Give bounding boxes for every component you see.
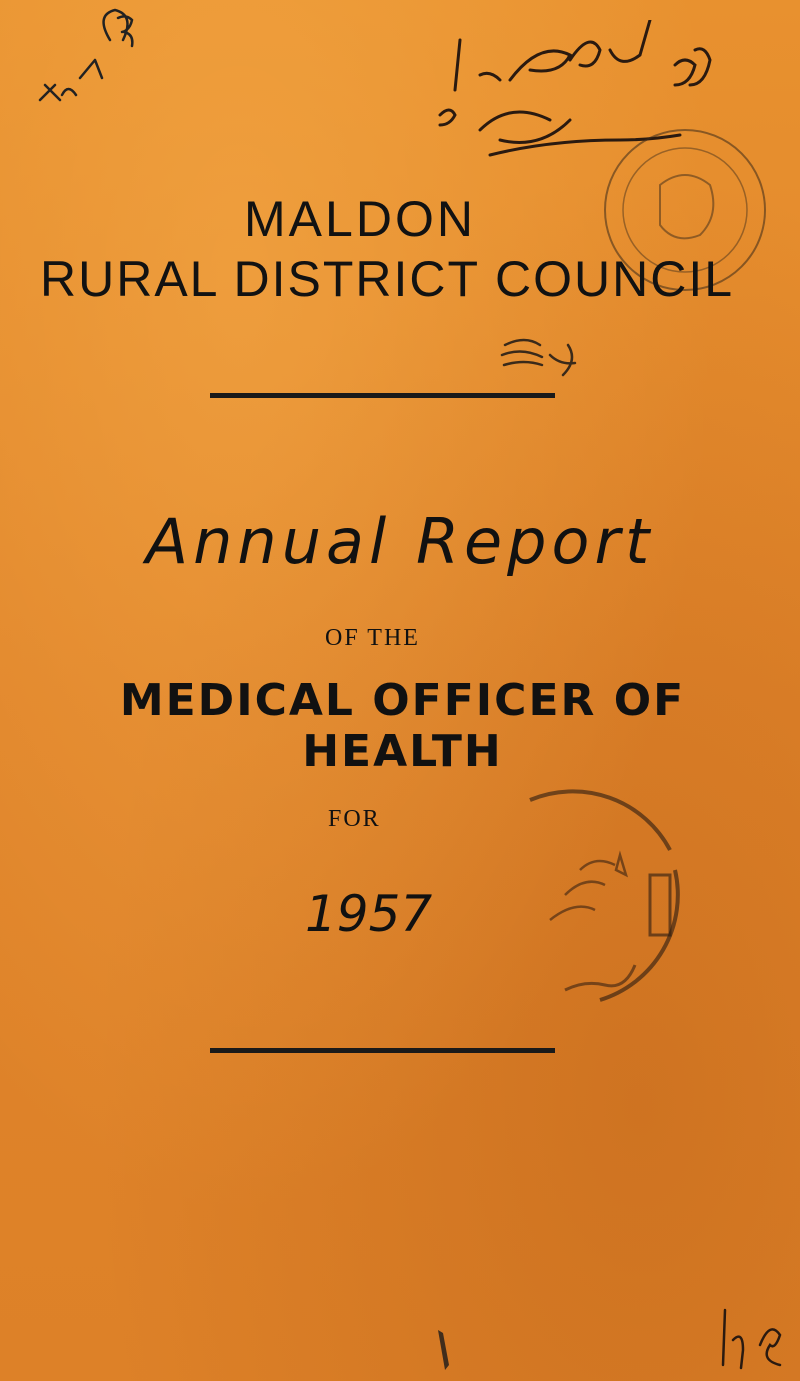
report-year: 1957 [305, 885, 433, 943]
bottom-divider [210, 1048, 555, 1053]
report-title: Annual Report [145, 505, 655, 578]
top-divider [210, 393, 555, 398]
ink-mark [433, 1325, 453, 1375]
handwritten-corner-mark [0, 0, 200, 130]
council-name-line1: MALDON [244, 191, 476, 247]
medical-society-stamp-icon [470, 760, 700, 1020]
handwritten-monogram [490, 325, 600, 385]
for-label: FOR [328, 806, 381, 832]
council-name-line2: RURAL DISTRICT COUNCIL [40, 251, 735, 307]
of-the-label: OF THE [325, 625, 420, 651]
handwritten-initials [715, 1300, 795, 1370]
office-title: MEDICAL OFFICER OF HEALTH [119, 675, 686, 777]
